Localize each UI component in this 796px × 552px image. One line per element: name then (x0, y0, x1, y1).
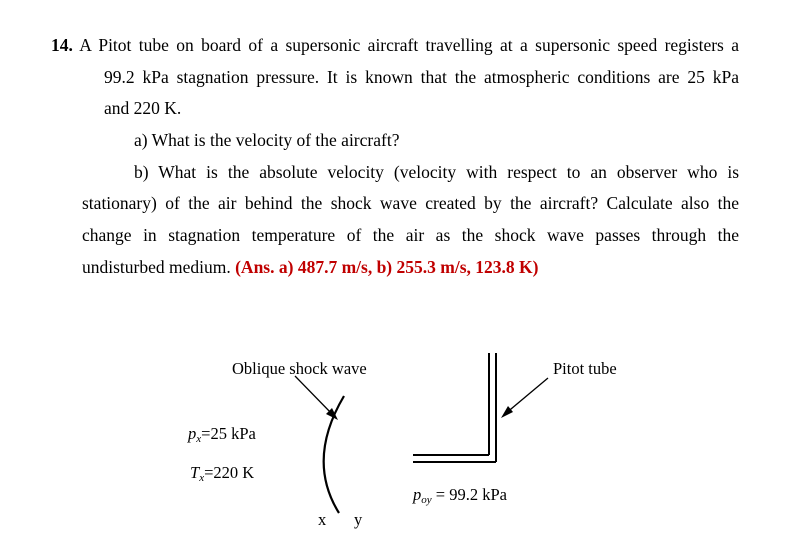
poy-label: $p_{oy} = 99.2$ kPa (413, 485, 507, 506)
pitot-arrowhead (501, 406, 513, 418)
question-b-line-1: b) What is the absolute velocity (velocity with respect to an observer who is (134, 162, 739, 182)
y-region-label: y (354, 510, 363, 529)
answer-text: (Ans. a) 487.7 m/s, b) 255.3 m/s, 123.8 K) (235, 257, 539, 277)
question-b-line-3: change in stagnation temperature of the air as the shock wave passes through the (82, 225, 739, 245)
problem-text-line-1: A Pitot tube on board of a supersonic aircraft travelling at a supersonic speed registers a (79, 35, 739, 55)
problem-line-3: and 220 K. (104, 98, 182, 118)
x-region-label: x (318, 510, 327, 529)
tx-label: $T_x=220$ K (190, 463, 255, 484)
problem-number: 14. (51, 35, 73, 55)
question-b-text-end: undisturbed medium. (82, 257, 231, 277)
question-a: a) What is the velocity of the aircraft? (134, 130, 400, 150)
shock-wave-label: Oblique shock wave (232, 359, 367, 378)
question-b-line-2: stationary) of the air behind the shock wave created by the aircraft? Calculate also the (82, 193, 739, 213)
px-label: $p_x=25$ kPa (188, 424, 256, 445)
shock-label-arrow (295, 376, 334, 416)
problem-line-2: 99.2 kPa stagnation pressure. It is known that the atmospheric conditions are 25 kPa (104, 67, 739, 87)
pitot-label-arrow (505, 378, 548, 414)
pitot-tube-label: Pitot tube (553, 359, 617, 378)
